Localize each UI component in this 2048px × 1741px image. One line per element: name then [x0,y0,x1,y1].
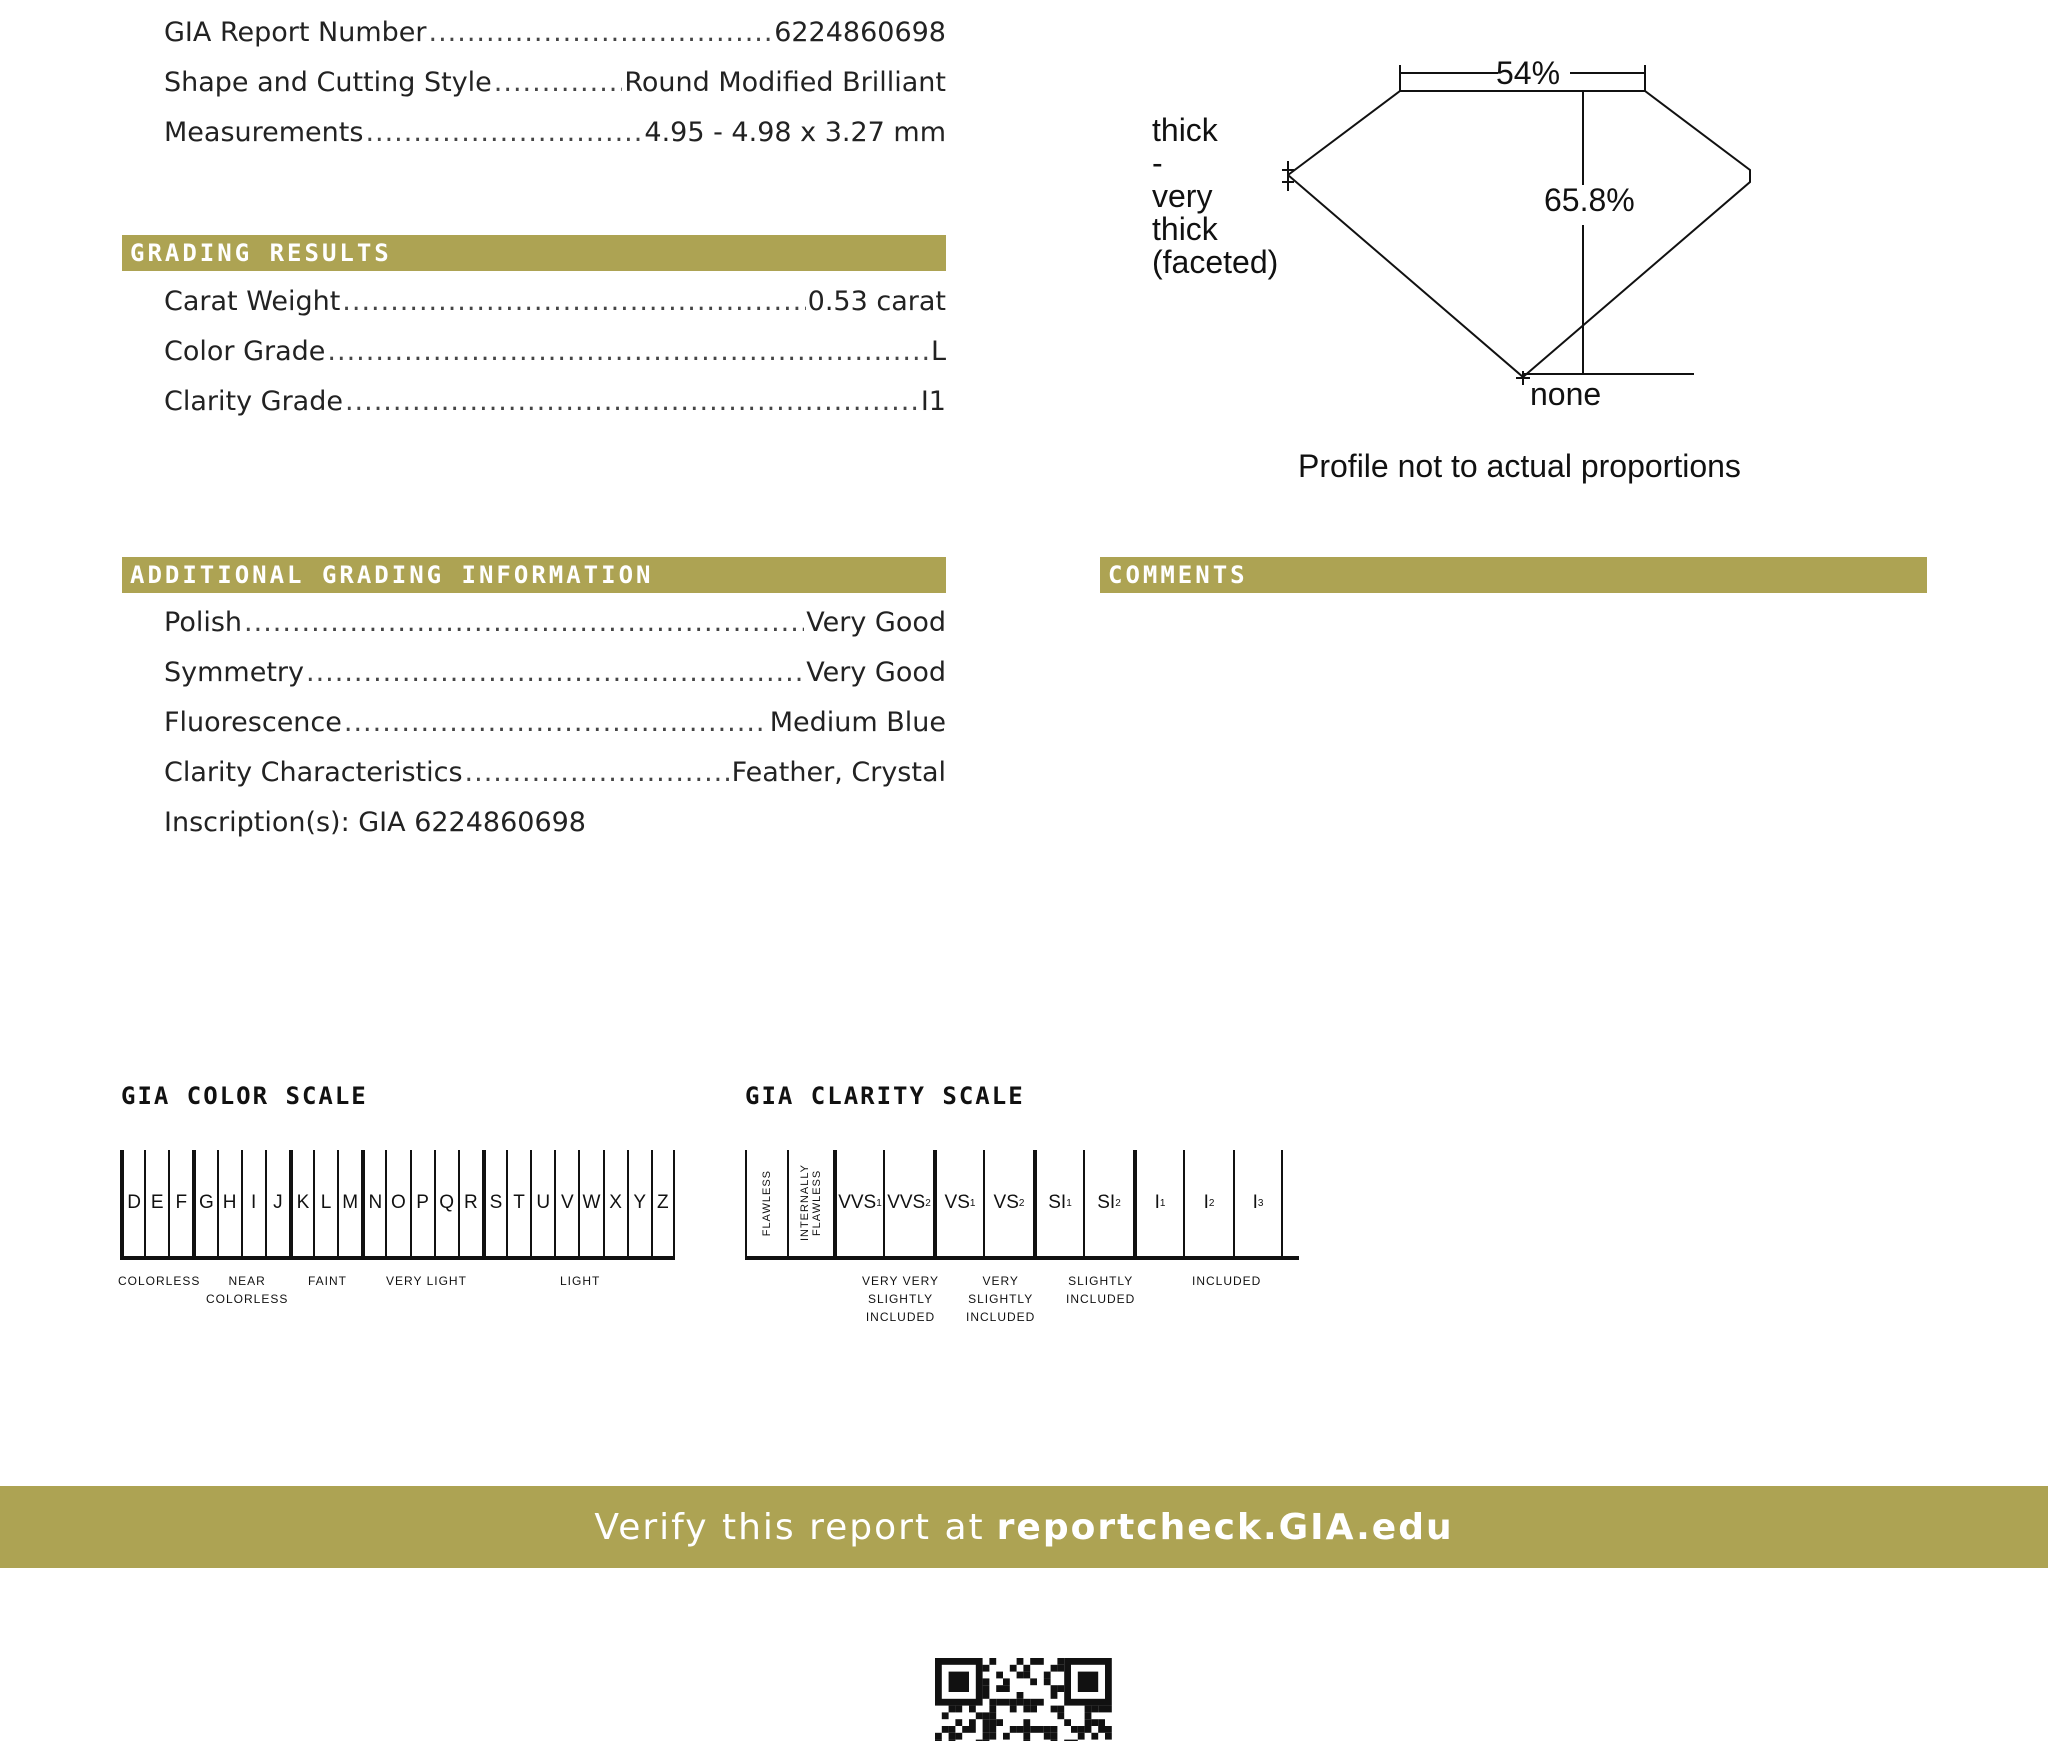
color-scale-title: GIA COLOR SCALE [121,1082,368,1110]
symmetry-value: Very Good [806,657,946,688]
caption-very-light: VERY LIGHT [386,1274,467,1288]
clarity-i1: I 1 [1133,1150,1183,1256]
fluorescence-value: Medium Blue [769,707,946,738]
clarity-i2: I 2 [1183,1150,1233,1256]
color-grade-k: K [289,1150,313,1256]
color-grade-x: X [603,1150,627,1256]
girdle-label: thick - very thick (faceted) [1152,112,1279,280]
row-label: Clarity Characteristics [164,757,463,788]
color-grade-s: S [482,1150,506,1256]
color-grade-e: E [144,1150,168,1256]
depth-percent: 65.8% [1544,182,1635,218]
color-grade-m: M [337,1150,361,1256]
row-label: Shape and Cutting Style [164,67,492,98]
comments-header: COMMENTS [1100,557,1927,593]
clarity-characteristics-value: Feather, Crystal [731,757,946,788]
clarity-vs2: VS 2 [983,1150,1033,1256]
row-label: Color Grade [164,336,326,367]
color-grade-h: H [217,1150,241,1256]
caption-faint: FAINT [308,1274,348,1288]
caption-light: LIGHT [560,1274,601,1288]
shape-value: Round Modified Brilliant [624,67,946,98]
row-label: GIA Report Number [164,17,427,48]
clarity-grade-value: I1 [920,386,946,417]
color-grade-row [164,335,946,369]
proportions-diagram [1280,55,1760,395]
clarity-vvs1: VVS 1 [833,1150,883,1256]
fluorescence-row [164,706,946,740]
table-percent: 54% [1496,55,1561,91]
row-label: Fluorescence [164,707,342,738]
color-grade-n: N [361,1150,385,1256]
symmetry-row [164,656,946,690]
color-grade-d: D [120,1150,144,1256]
measurements-value: 4.95 - 4.98 x 3.27 mm [644,117,946,148]
verify-link[interactable]: reportcheck.GIA.edu [996,1506,1454,1548]
shape-row [164,66,946,100]
row-label: Carat Weight [164,286,341,317]
report-number: 6224860698 [774,17,946,48]
caption-si: SLIGHTLY INCLUDED [1066,1274,1136,1306]
qr-code [935,1658,1113,1741]
row-label: Polish [164,607,243,638]
color-grade-f: F [168,1150,192,1256]
caption-vs: VERY SLIGHTLY INCLUDED [966,1274,1036,1324]
verify-prefix: Verify this report at [594,1506,985,1548]
clarity-characteristics-row [164,756,946,790]
row-label: Symmetry [164,657,304,688]
caption-near-colorless: NEAR COLORLESS [206,1274,289,1306]
clarity-grade-row [164,385,946,419]
carat-row [164,285,946,319]
color-grade-j: J [265,1150,289,1256]
measurements-row [164,116,946,150]
inscription: Inscription(s): GIA 6224860698 [164,807,586,838]
color-grade-p: P [410,1150,434,1256]
color-grade-u: U [530,1150,554,1256]
clarity-scale [745,1150,1299,1260]
color-grade-i: I [241,1150,265,1256]
clarity-if: INTERNALLY FLAWLESS [787,1150,833,1256]
carat-value: 0.53 carat [807,286,946,317]
clarity-scale-title: GIA CLARITY SCALE [745,1082,1025,1110]
caption-colorless: COLORLESS [118,1274,201,1288]
report-number-row [164,16,946,50]
color-grade-w: W [578,1150,602,1256]
color-grade-value: L [930,336,946,367]
caption-included: INCLUDED [1192,1274,1262,1288]
clarity-vs1: VS 1 [933,1150,983,1256]
color-grade-q: Q [434,1150,458,1256]
color-grade-z: Z [651,1150,675,1256]
clarity-i3: I 3 [1233,1150,1283,1256]
clarity-si2: SI 2 [1083,1150,1133,1256]
color-grade-o: O [385,1150,409,1256]
caption-vvs: VERY VERY SLIGHTLY INCLUDED [862,1274,940,1324]
row-label: Clarity Grade [164,386,343,417]
polish-value: Very Good [806,607,946,638]
clarity-si1: SI 1 [1033,1150,1083,1256]
culet-label: none [1530,376,1602,412]
profile-caption: Profile not to actual proportions [1298,448,1741,484]
color-grade-l: L [313,1150,337,1256]
verify-banner [0,1486,2048,1568]
color-grade-r: R [458,1150,482,1256]
color-scale [120,1150,675,1260]
clarity-fl: FLAWLESS [745,1150,787,1256]
clarity-vvs2: VVS 2 [883,1150,933,1256]
color-grade-y: Y [627,1150,651,1256]
diamond-profile-outline [1288,91,1750,377]
color-grade-t: T [506,1150,530,1256]
polish-row [164,606,946,640]
grading-results-header: GRADING RESULTS [122,235,946,271]
color-grade-g: G [192,1150,216,1256]
row-label: Measurements [164,117,364,148]
color-grade-v: V [554,1150,578,1256]
additional-info-header: ADDITIONAL GRADING INFORMATION [122,557,946,593]
